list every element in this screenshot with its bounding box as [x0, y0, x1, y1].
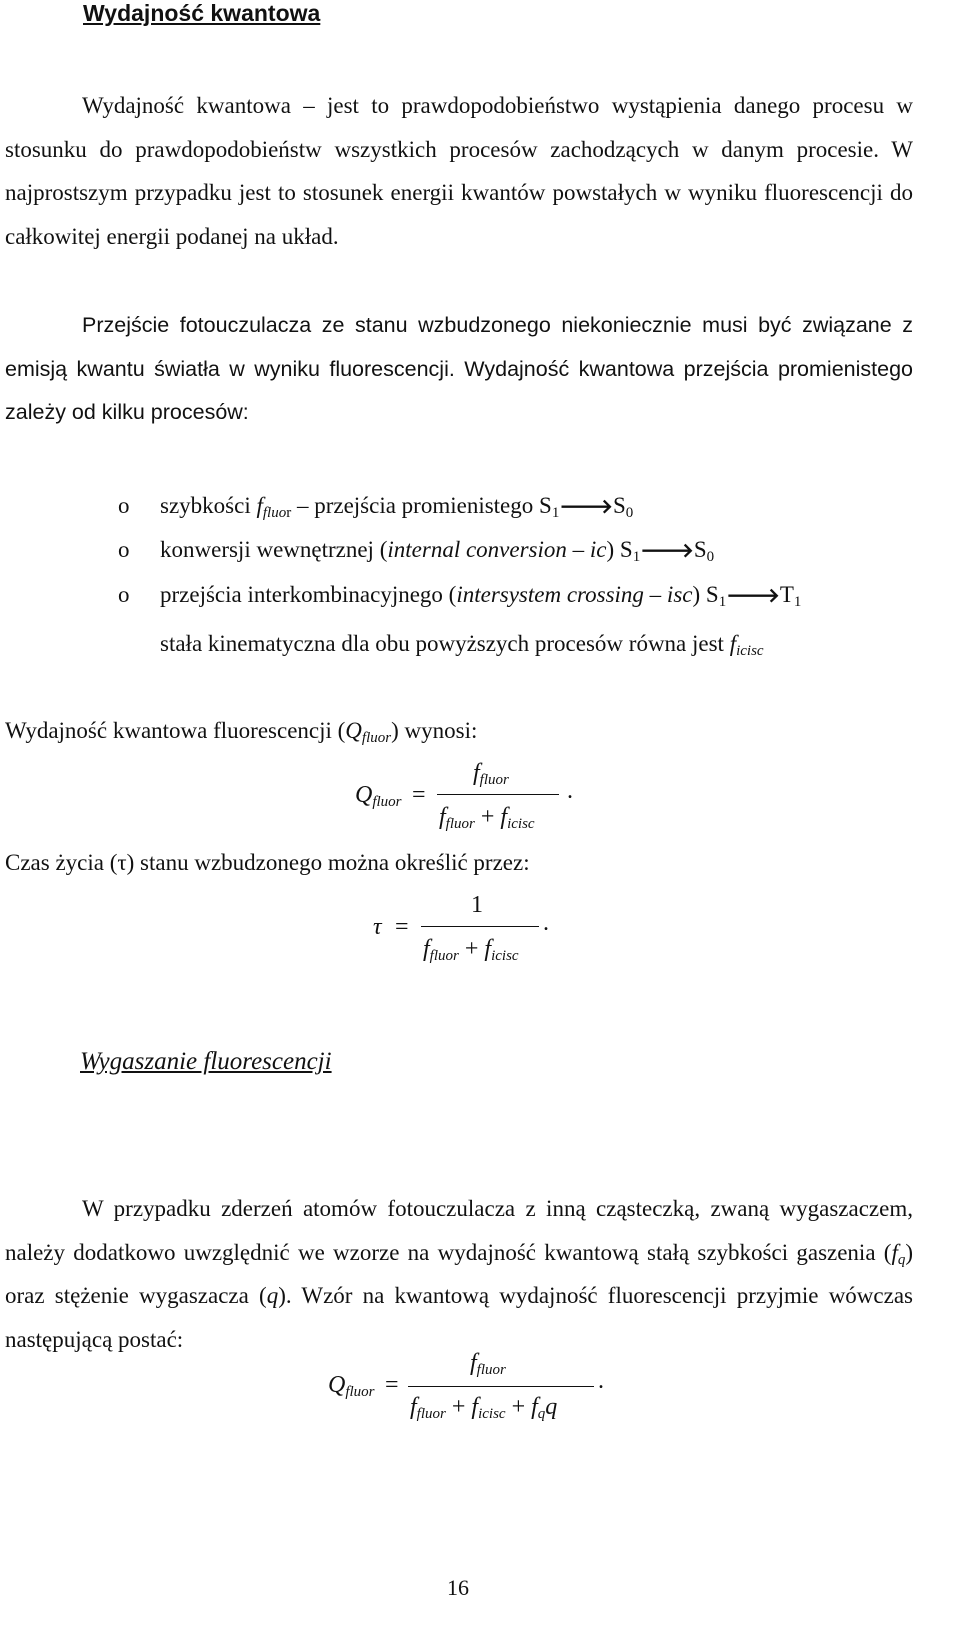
plus-sign: +: [451, 1394, 466, 1420]
subscript: 1: [632, 549, 641, 565]
text: Wydajność kwantowa fluorescencji (: [5, 718, 346, 743]
period: .: [567, 778, 573, 804]
text: ). Wzór na kwantową wydajność fluorescencji przyjmie wówczas następującą postać:: [5, 1283, 913, 1352]
symbol: f: [473, 760, 480, 786]
text: T: [779, 582, 794, 607]
text: W przypadku zderzeń atomów fotouczulacza z inną cząsteczką, zwaną wygaszaczem, należy dodatkowo uwzględnić we wzorze na wydajność kwantową stałą szybkości gaszenia (: [5, 1196, 913, 1265]
subscript: fluo: [262, 505, 287, 521]
symbol: q: [266, 1283, 279, 1308]
plus-sign: +: [480, 804, 495, 830]
text: szybkości: [160, 493, 257, 518]
equation-quantum-yield: [355, 760, 595, 840]
subscript: 1: [793, 594, 802, 610]
fraction-bar: [421, 926, 539, 927]
symbol: f: [470, 1350, 477, 1376]
subscript: 1: [551, 505, 560, 521]
subscript: fluor: [372, 794, 402, 810]
subscript: fluor: [476, 1362, 506, 1378]
symbol: f: [423, 936, 430, 962]
quantum-yield-intro: [5, 718, 477, 744]
equals-sign: =: [385, 1372, 399, 1398]
bullet-internal-conversion: [160, 537, 714, 563]
subscript: icisc: [736, 643, 764, 659]
equation-quenched-yield: [328, 1350, 628, 1440]
symbol: τ: [373, 914, 382, 940]
fraction-bar: [408, 1386, 594, 1387]
fraction-bar: [437, 794, 559, 795]
paragraph-text: Przejście fotouczulacza ze stanu wzbudzonego niekoniecznie musi być związane z emisją kwantu światła w wyniku fluorescencji. Wydajność kwantowa przejścia promienistego zależy od kilku procesów:: [5, 313, 913, 424]
subscript: 0: [625, 505, 634, 521]
page-number: 16: [447, 1575, 469, 1600]
equals-sign: =: [395, 914, 409, 940]
symbol: Q: [328, 1372, 346, 1398]
plus-sign: +: [511, 1394, 526, 1420]
paragraph-quantum-yield: [5, 84, 913, 258]
subscript: q: [897, 1251, 906, 1268]
symbol: f: [256, 493, 263, 518]
text: konwersji wewnętrznej (: [160, 537, 388, 562]
text: ) oraz stężenie wygaszacza (: [5, 1239, 913, 1308]
symbol: f: [484, 936, 492, 962]
subscript: 0: [706, 549, 715, 565]
symbol: f: [410, 1394, 417, 1420]
lifetime-intro: Czas życia (τ) stanu wzbudzonego można określić przez:: [5, 850, 530, 875]
italic-text: intersystem crossing – isc: [456, 582, 693, 607]
subscript: fluor: [429, 948, 459, 964]
arrow-icon: 🡒: [640, 538, 694, 562]
text: – przejścia promienistego S: [291, 493, 552, 518]
subscript: icisc: [491, 948, 519, 964]
subscript: 1: [718, 594, 727, 610]
text: S: [612, 493, 626, 518]
subsection-heading: Wygaszanie fluorescencji: [80, 1048, 332, 1075]
section-heading: Wydajność kwantowa: [83, 0, 321, 26]
symbol: f: [531, 1394, 538, 1420]
bullet-intersystem-crossing: [160, 582, 801, 608]
symbol: f: [439, 804, 446, 830]
text: przejścia interkombinacyjnego (: [160, 582, 457, 607]
subscript: fluor: [361, 730, 392, 746]
subscript: r: [286, 505, 292, 521]
text: ) S: [606, 537, 633, 562]
subscript: q: [537, 1406, 546, 1422]
paragraph-text: Wydajność kwantowa – jest to prawdopodobieństwo wystąpienia danego procesu w stosunku do prawdopodobieństw wszystkich procesów zachodzących w danym procesie. W najprostszym przypadku jest to stosunek energii kwantów powstałych w wyniku fluorescencji do całkowitej energii podanej na układ.: [5, 93, 913, 249]
arrow-icon: 🡒: [726, 583, 780, 607]
rate-constant-note: [160, 631, 764, 657]
symbol: q: [545, 1394, 558, 1420]
italic-text: internal conversion – ic: [387, 537, 607, 562]
subscript: fluor: [416, 1406, 446, 1422]
symbol: f: [471, 1394, 479, 1420]
text: ) S: [692, 582, 719, 607]
symbol: f: [500, 804, 508, 830]
subscript: icisc: [478, 1406, 506, 1422]
subscript: fluor: [479, 772, 509, 788]
equation-lifetime: [373, 892, 573, 972]
paragraph-transition: [5, 304, 913, 435]
equals-sign: =: [412, 782, 426, 808]
bullet-marker: o: [118, 493, 130, 518]
period: .: [598, 1368, 604, 1394]
symbol: f: [891, 1239, 898, 1265]
bullet-marker: o: [118, 582, 130, 607]
period: .: [543, 910, 549, 936]
arrow-icon: 🡒: [559, 494, 613, 518]
text: stała kinematyczna dla obu powyższych procesów równa jest: [160, 631, 730, 656]
subscript: fluor: [345, 1384, 375, 1400]
paragraph-quenching: [5, 1187, 913, 1361]
bullet-radiative: [160, 493, 633, 519]
numerator: 1: [471, 892, 483, 918]
subscript: fluor: [445, 816, 475, 832]
symbol: Q: [355, 782, 373, 808]
plus-sign: +: [464, 936, 479, 962]
symbol: Q: [345, 718, 362, 743]
text: S: [693, 537, 707, 562]
text: ) wynosi:: [391, 718, 478, 743]
symbol: f: [729, 631, 737, 656]
bullet-marker: o: [118, 537, 130, 562]
subscript: icisc: [507, 816, 535, 832]
